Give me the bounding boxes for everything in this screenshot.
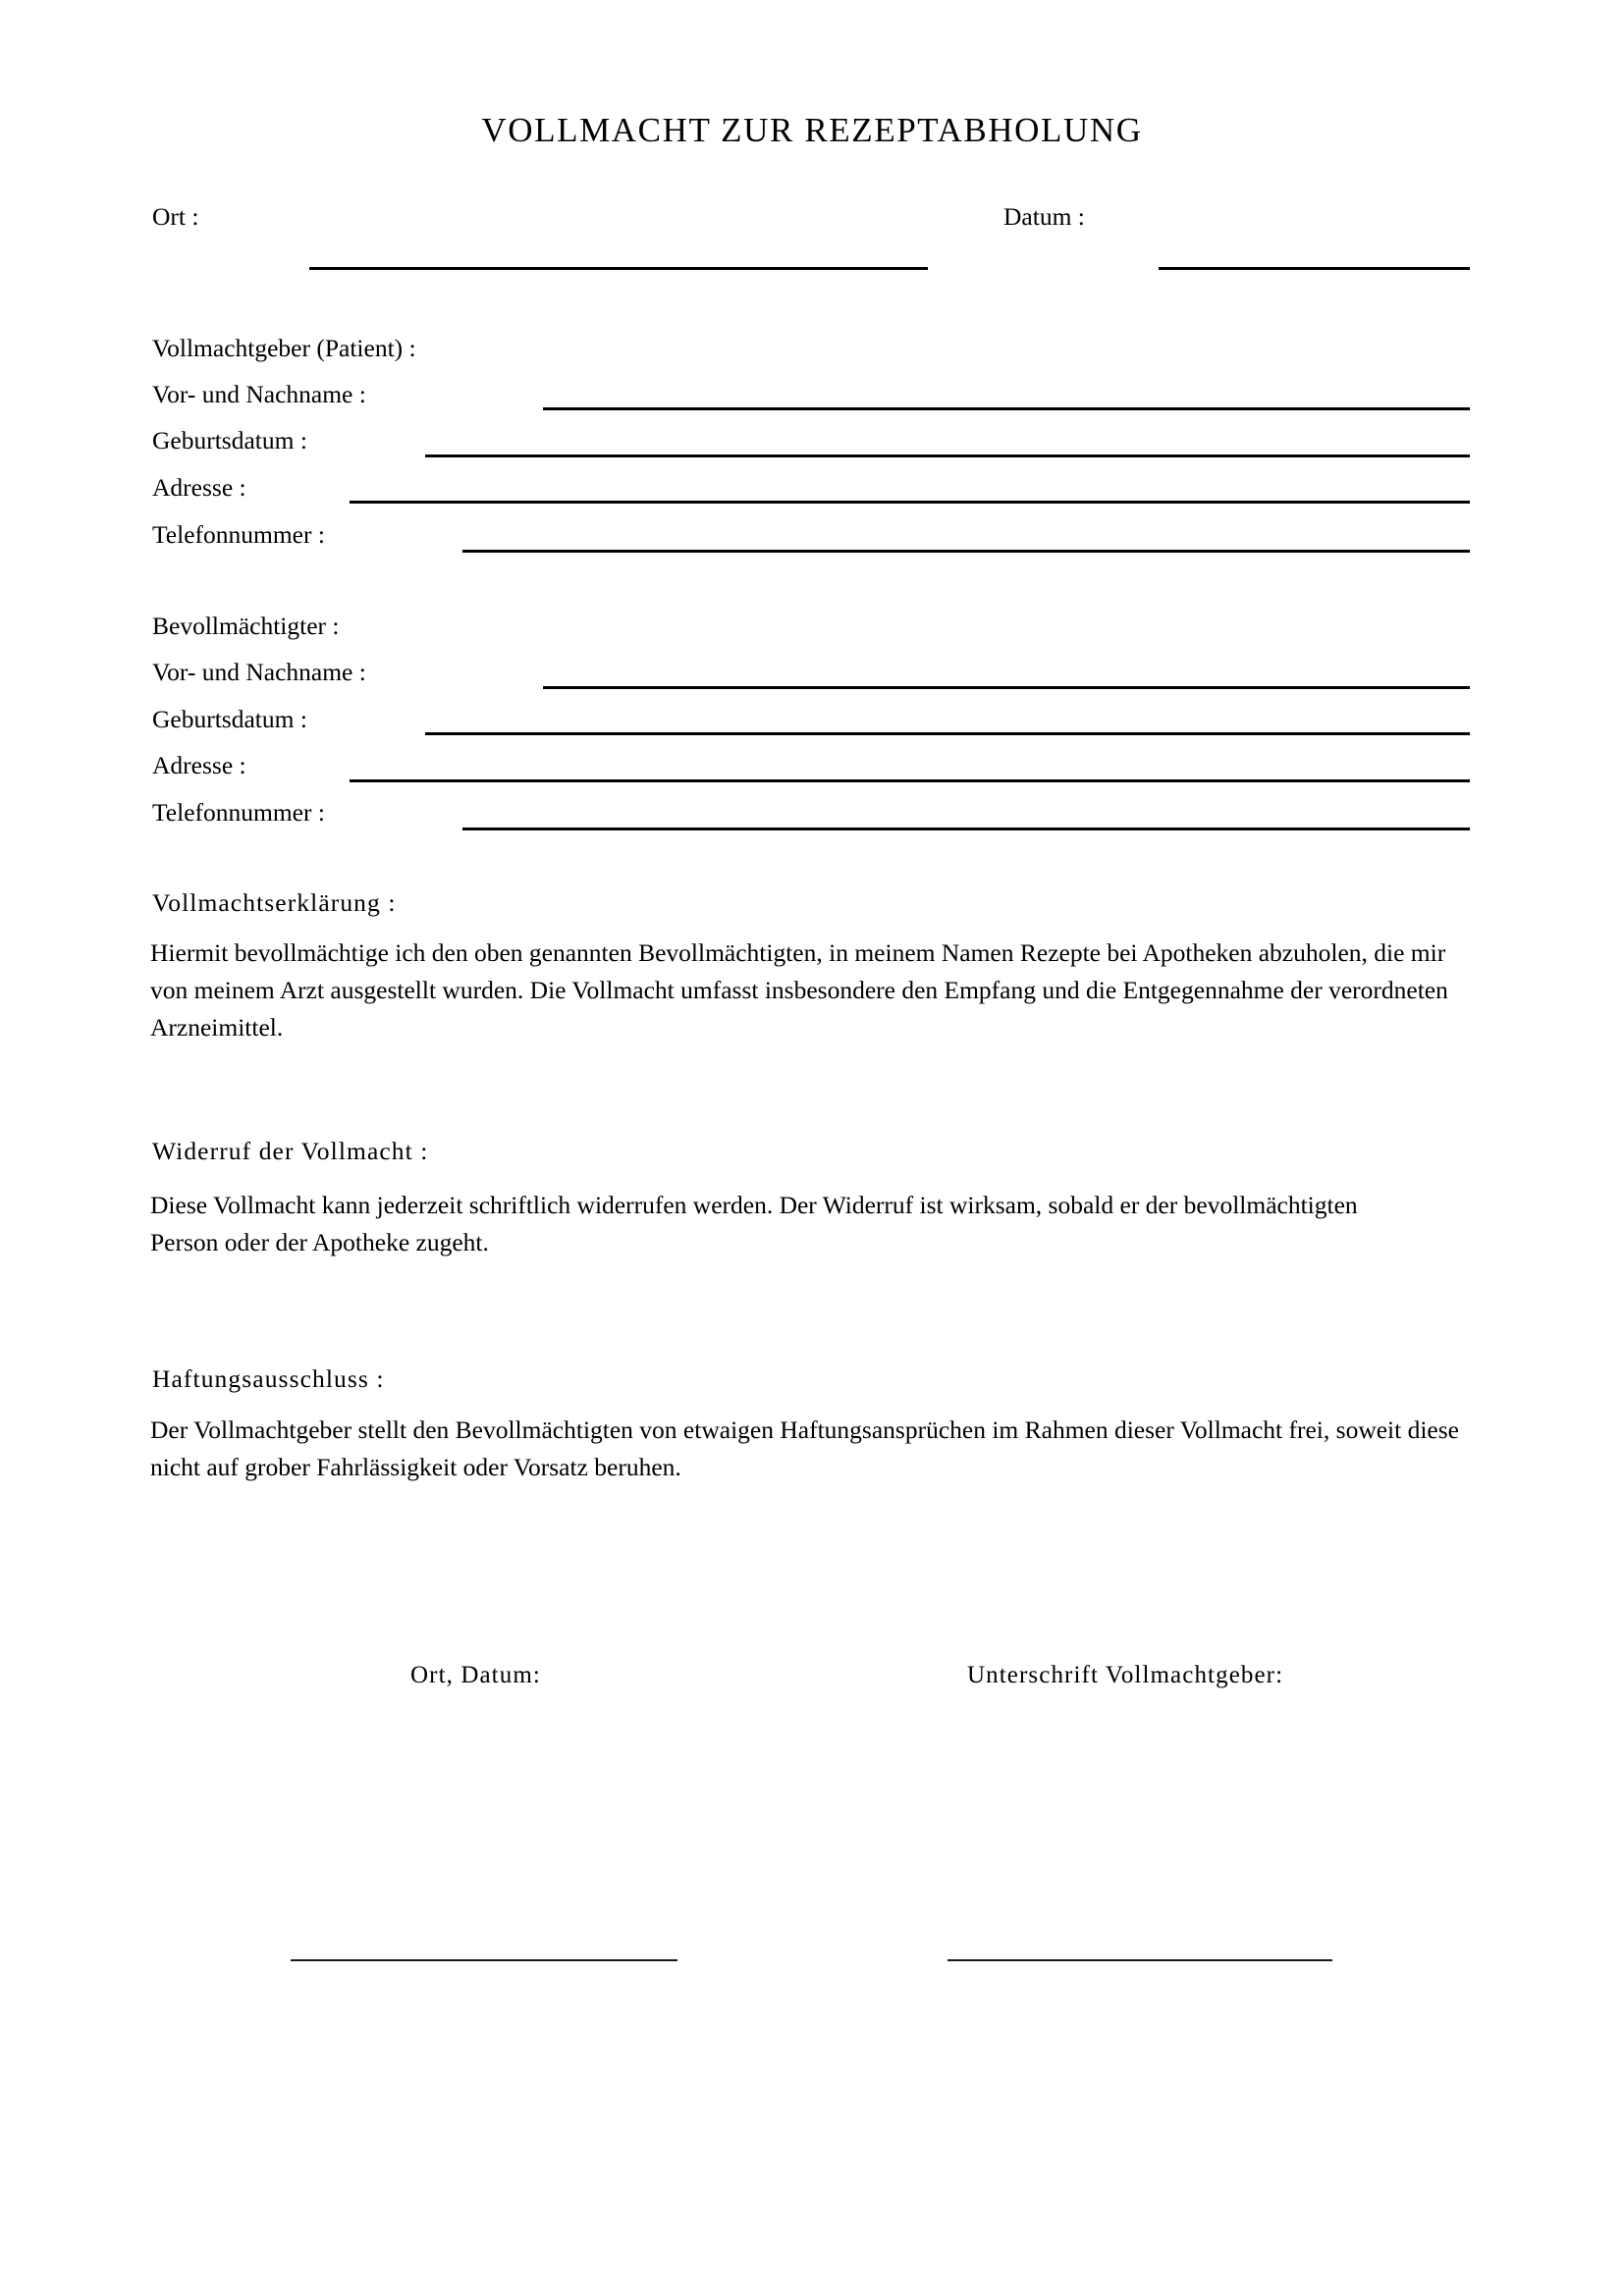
grantor-signature-line[interactable] (947, 1959, 1332, 1961)
authorized-phone-label: Telefonnummer : (152, 798, 325, 827)
grantor-phone-label: Telefonnummer : (152, 520, 325, 549)
authorized-birthdate-input-line[interactable] (425, 732, 1470, 735)
declaration-body: Hiermit bevollmächtige ich den oben genannten Bevollmächtigten, in meinem Namen Rezepte bei Apotheken abzuholen, die mir von meinem Arzt ausgestellt wurden. Die Vollmacht umfasst insbesondere den Empfang und die Entgegennahme der verordneten Arzneimittel. (150, 938, 1448, 1041)
grantor-name-label: Vor- und Nachname : (152, 380, 366, 408)
declaration-heading: Vollmachtserklärung : (152, 888, 397, 917)
grantor-birthdate-label: Geburtsdatum : (152, 426, 307, 454)
authorized-address-input-line[interactable] (350, 779, 1470, 782)
grantor-address-input-line[interactable] (350, 501, 1470, 504)
authorized-name-label: Vor- und Nachname : (152, 658, 366, 686)
authorized-block-heading: Bevollmächtigter : (152, 612, 340, 640)
ort-input-line[interactable] (309, 267, 928, 270)
place-date-signature-line[interactable] (291, 1959, 677, 1961)
place-date-signature-label: Ort, Datum: (410, 1662, 541, 1688)
revocation-heading: Widerruf der Vollmacht : (152, 1137, 429, 1165)
ort-label: Ort : (152, 202, 199, 231)
grantor-address-label: Adresse : (152, 473, 246, 502)
grantor-phone-input-line[interactable] (462, 550, 1470, 553)
grantor-birthdate-input-line[interactable] (425, 454, 1470, 457)
grantor-block-heading: Vollmachtgeber (Patient) : (152, 334, 416, 362)
datum-input-line[interactable] (1159, 267, 1470, 270)
liability-heading: Haftungsausschluss : (152, 1364, 385, 1393)
authorized-address-label: Adresse : (152, 751, 246, 779)
authorized-phone-input-line[interactable] (462, 828, 1470, 830)
grantor-signature-label: Unterschrift Vollmachtgeber: (967, 1662, 1284, 1688)
grantor-name-input-line[interactable] (543, 407, 1470, 410)
liability-body: Der Vollmachtgeber stellt den Bevollmächtigten von etwaigen Haftungsansprüchen im Rahmen dieser Vollmacht frei, soweit diese nicht auf grober Fahrlässigkeit oder Vorsatz beruhen. (150, 1415, 1459, 1481)
authorized-birthdate-label: Geburtsdatum : (152, 705, 307, 733)
page-title: VOLLMACHT ZUR REZEPTABHOLUNG (481, 111, 1143, 149)
authorized-name-input-line[interactable] (543, 686, 1470, 689)
datum-label: Datum : (1003, 202, 1085, 231)
revocation-body: Diese Vollmacht kann jederzeit schriftlich widerrufen werden. Der Widerruf ist wirksam, sobald er der bevollmächtigten Person oder der Apotheke zugeht. (150, 1191, 1358, 1256)
